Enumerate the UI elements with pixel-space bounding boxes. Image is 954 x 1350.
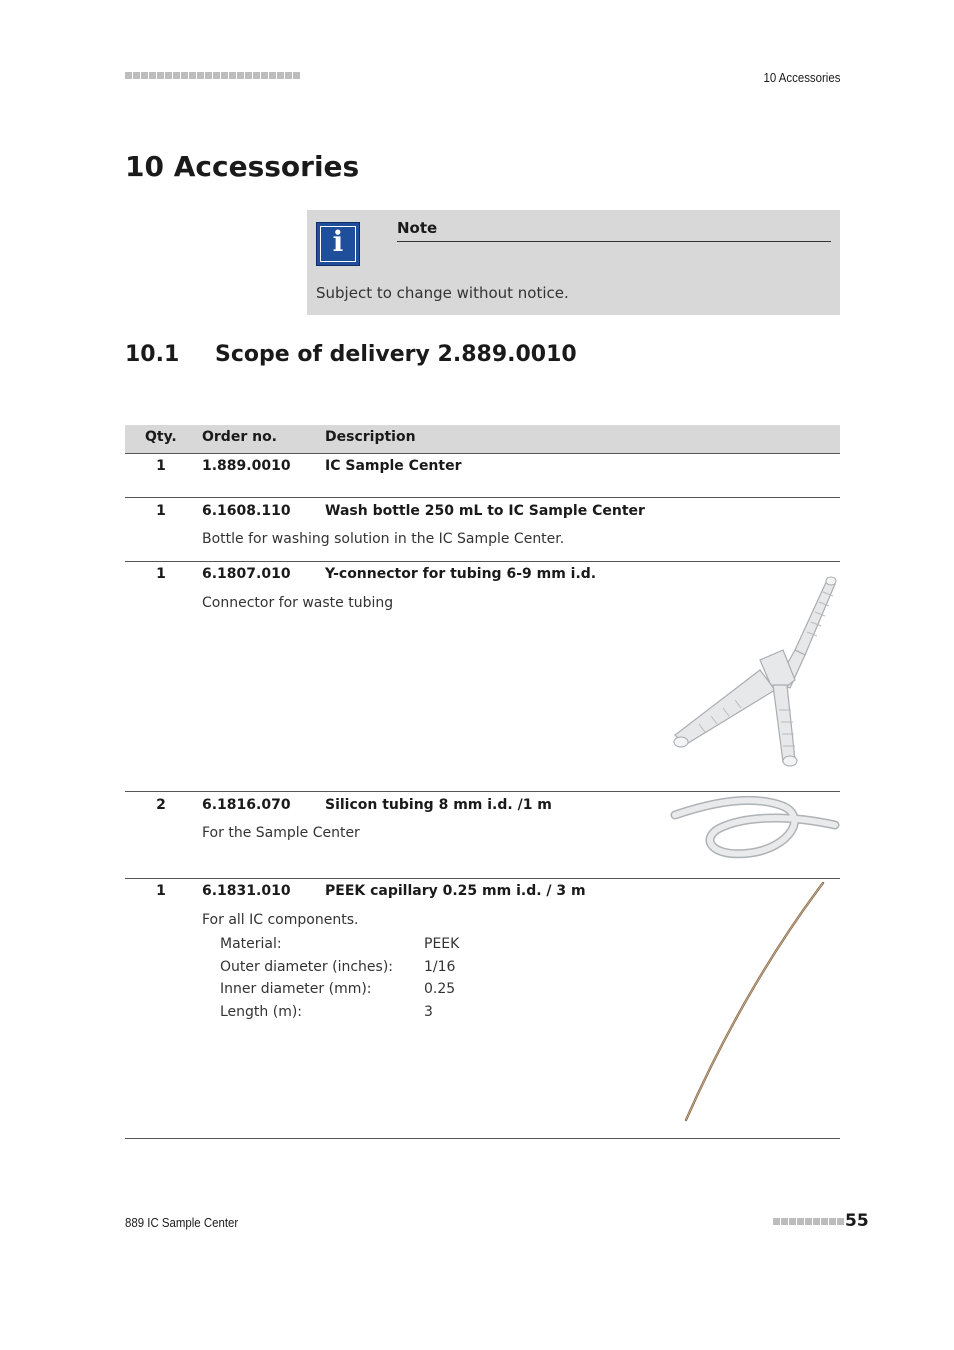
row-description: IC Sample Center bbox=[325, 458, 462, 474]
row-divider bbox=[125, 497, 840, 498]
row-divider bbox=[125, 561, 840, 562]
row-order: 6.1807.010 bbox=[202, 566, 291, 582]
running-header: 10 Accessories bbox=[763, 70, 840, 85]
row-description: Y-connector for tubing 6-9 mm i.d. bbox=[325, 566, 597, 582]
row-description: PEEK capillary 0.25 mm i.d. / 3 m bbox=[325, 883, 586, 899]
row-qty: 1 bbox=[156, 883, 166, 899]
y-connector-image bbox=[665, 570, 840, 775]
row-order: 6.1831.010 bbox=[202, 883, 291, 899]
spec-value: 1/16 bbox=[424, 959, 456, 975]
row-subtext: Connector for waste tubing bbox=[202, 595, 394, 611]
section-title: Scope of delivery 2.889.0010 bbox=[215, 342, 577, 367]
col-description: Description bbox=[325, 429, 416, 445]
row-subtext: For the Sample Center bbox=[202, 825, 360, 841]
header-decoration bbox=[125, 72, 300, 79]
page-number: 55 bbox=[845, 1211, 869, 1231]
row-order: 6.1608.110 bbox=[202, 503, 291, 519]
note-divider bbox=[397, 241, 831, 242]
row-subtext: For all IC components. bbox=[202, 912, 359, 928]
footer-product: 889 IC Sample Center bbox=[125, 1215, 239, 1230]
row-qty: 1 bbox=[156, 566, 166, 582]
chapter-title: 10 Accessories bbox=[125, 150, 360, 183]
footer-decoration bbox=[773, 1218, 844, 1225]
spec-label: Length (m): bbox=[220, 1004, 303, 1020]
row-qty: 2 bbox=[156, 797, 166, 813]
row-divider bbox=[125, 1138, 840, 1139]
spec-value: 0.25 bbox=[424, 981, 456, 997]
spec-value: PEEK bbox=[424, 936, 460, 952]
spec-label: Outer diameter (inches): bbox=[220, 959, 393, 975]
row-order: 6.1816.070 bbox=[202, 797, 291, 813]
spec-label: Material: bbox=[220, 936, 282, 952]
table-header bbox=[125, 425, 840, 454]
info-icon: i bbox=[316, 222, 360, 266]
spec-value: 3 bbox=[424, 1004, 433, 1020]
note-title: Note bbox=[397, 219, 438, 237]
silicon-tubing-image bbox=[670, 793, 840, 863]
section-number: 10.1 bbox=[125, 342, 180, 367]
peek-capillary-image bbox=[680, 880, 830, 1125]
row-qty: 1 bbox=[156, 503, 166, 519]
note-box bbox=[307, 210, 840, 315]
spec-label: Inner diameter (mm): bbox=[220, 981, 372, 997]
row-qty: 1 bbox=[156, 458, 166, 474]
row-divider bbox=[125, 791, 840, 792]
note-text: Subject to change without notice. bbox=[316, 284, 569, 302]
row-order: 1.889.0010 bbox=[202, 458, 291, 474]
col-order: Order no. bbox=[202, 429, 278, 445]
row-description: Silicon tubing 8 mm i.d. /1 m bbox=[325, 797, 552, 813]
row-subtext: Bottle for washing solution in the IC Sample Center. bbox=[202, 531, 565, 547]
row-divider bbox=[125, 878, 840, 879]
col-qty: Qty. bbox=[145, 429, 177, 445]
row-description: Wash bottle 250 mL to IC Sample Center bbox=[325, 503, 645, 519]
